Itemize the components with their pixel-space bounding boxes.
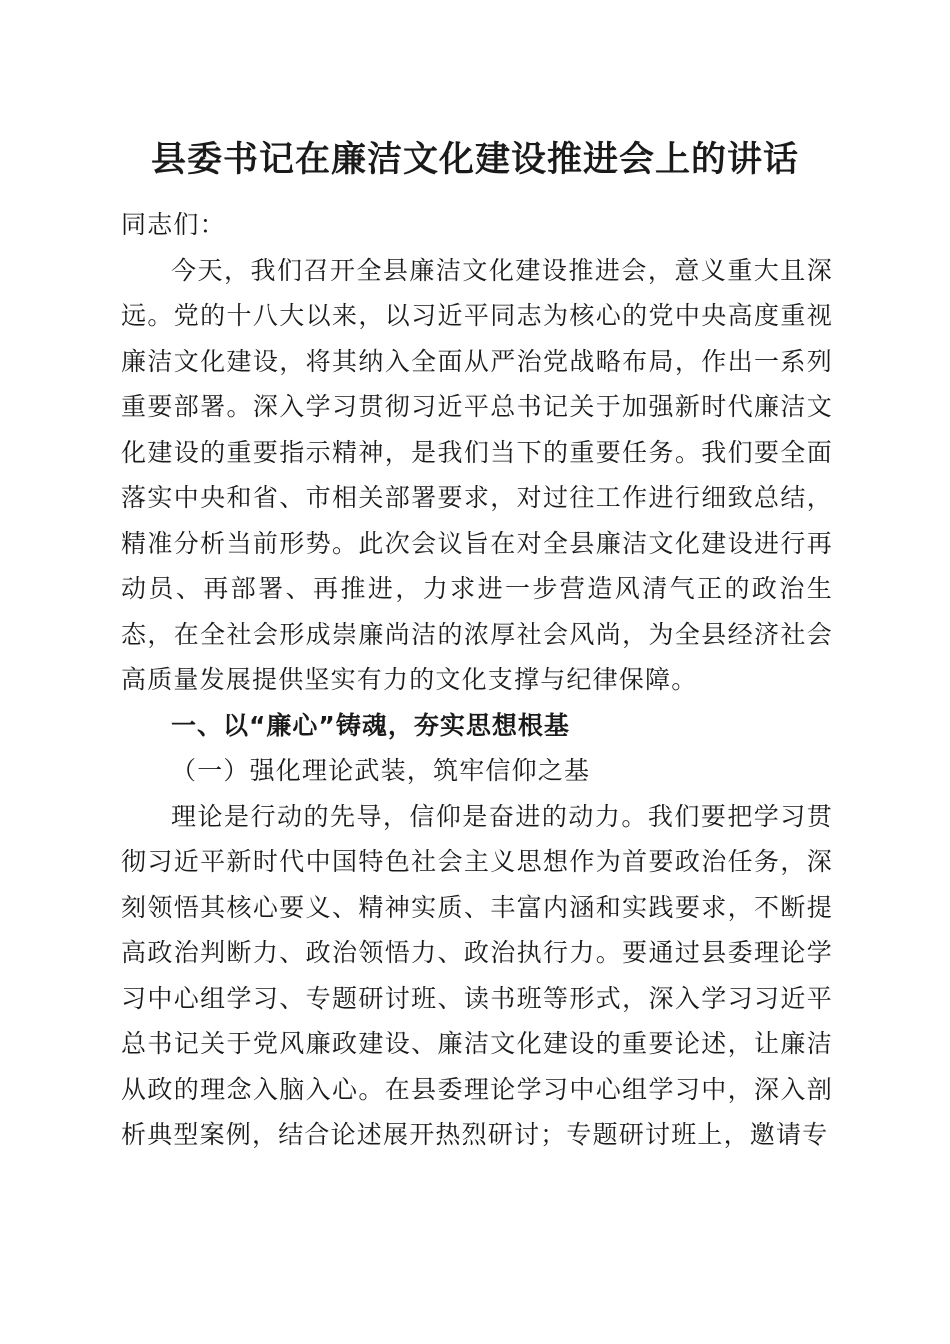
document-body <box>121 202 833 1158</box>
document-title: 县委书记在廉洁文化建设推进会上的讲话 <box>150 139 799 180</box>
salutation: 同志们： <box>121 210 226 239</box>
subsection-heading-1-1: （一）强化理论武装，筑牢信仰之基 <box>171 756 591 785</box>
section-heading-1: 一、以“廉心”铸魂，夯实思想根基 <box>171 710 570 740</box>
paragraph-theory: 理论是行动的先导，信仰是奋进的动力。我们要把学习贯彻习近平新时代中国特色社会主义思想作为首要政治任务，深刻领悟其核心要义、精神实质、丰富内涵和实践要求，不断提高政治判断力、政治领悟力、政治执行力。要通过县委理论学习中心组学习、专题研讨班、读书班等形式，深入学习习近平总书记关于党风廉政建设、廉洁文化建设的重要论述，让廉洁从政的理念入脑入心。在县委理论学习中心组学习中，深入剖析典型案例，结合论述展开热烈研讨；专题研讨班上，邀请专 <box>121 801 833 1149</box>
paragraph-intro: 今天，我们召开全县廉洁文化建设推进会，意义重大且深远。党的十八大以来，以习近平同志为核心的党中央高度重视廉洁文化建设，将其纳入全面从严治党战略布局，作出一系列重要部署。深入学习贯彻习近平总书记关于加强新时代廉洁文化建设的重要指示精神，是我们当下的重要任务。我们要全面落实中央和省、市相关部署要求，对过往工作进行细致总结，精准分析当前形势。此次会议旨在对全县廉洁文化建设进行再动员、再部署、再推进，力求进一步营造风清气正的政治生态，在全社会形成崇廉尚洁的浓厚社会风尚，为全县经济社会高质量发展提供坚实有力的文化支撑与纪律保障。 <box>121 255 833 694</box>
